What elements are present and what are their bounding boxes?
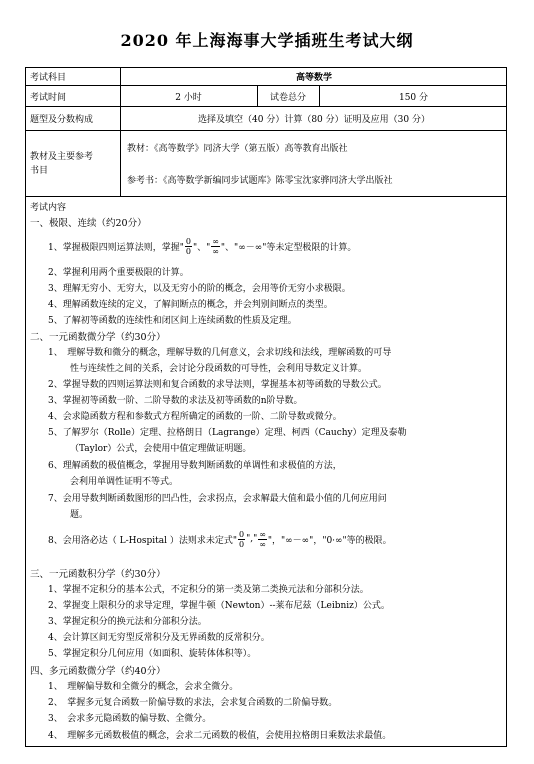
item-4-4: 4、 理解多元函数极值的概念，会求二元函数的极值，会使用拉格朗日乘数法求最值。 <box>48 731 392 741</box>
item-2-3: 3、掌握初等函数一阶、二阶导数的求法及初等函数的n阶导数。 <box>48 396 303 406</box>
section-limits: 一、极限、连续（约20分） <box>30 218 147 229</box>
item-3-3: 3、掌握定积分的换元法和分部积分法。 <box>48 617 207 627</box>
textbook: 教材：《高等数学》同济大学（第五版）高等教育出版社 <box>127 144 348 154</box>
fraction-zero-over-zero: $\frac{0}{0}$ <box>239 529 245 549</box>
syllabus-table <box>25 67 507 747</box>
score-value: 150 分 <box>398 92 429 103</box>
item-3-2: 2、掌握变上限积分的求导定理，掌握牛顿（Newton）--莱布尼兹（Leibniz）公式。 <box>48 601 390 611</box>
types-row <box>26 107 506 131</box>
item-3-5: 5、掌握定积分几何应用（如面积、旋转体体积等）。 <box>48 649 257 659</box>
item-2-7b: 题。 <box>70 510 89 520</box>
types-label: 题型及分数构成 <box>30 115 94 125</box>
item-2-5b: （Taylor）公式，会使用中值定理做证明题。 <box>70 444 252 454</box>
item-1-2: 2、掌握利用两个重要极限的计算。 <box>48 268 189 278</box>
item-4-3: 3、 会求多元隐函数的偏导数、全微分。 <box>48 714 212 724</box>
section-differential: 二、一元函数微分学（约30分） <box>30 332 166 343</box>
item-1-4: 4、理解函数连续的定义，了解间断点的概念，并会判别间断点的类型。 <box>48 300 333 310</box>
item-3-1: 1、掌握不定积分的基本公式，不定积分的第一类及第二类换元法和分部积分法。 <box>48 585 369 595</box>
document-title: 2020 年上海海事大学插班生考试大纲 <box>120 31 414 50</box>
time-row <box>26 86 506 107</box>
subject-label: 考试科目 <box>30 73 67 83</box>
time-label: 考试时间 <box>30 92 67 103</box>
item-2-1a: 1、 理解导数和微分的概念，理解导数的几何意义，会求切线和法线，理解函数的可导 <box>48 348 392 358</box>
item-2-4: 4、会求隐函数方程和参数式方程所确定的函数的一阶、二阶导数或微分。 <box>48 412 342 422</box>
item-2-6a: 6、理解函数的极值概念，掌握用导数判断函数的单调性和求极值的方法， <box>48 461 342 471</box>
types-value: 选择及填空（40 分）计算（80 分）证明及应用（30 分） <box>198 115 430 125</box>
time-value: 2 小时 <box>175 92 202 103</box>
item-2-8: 8、会用洛必达（ L-Hospital ）法则求未定式" $\frac{0}{0}$ "," $\frac{\infty}{\infty}$ "，"∞－∞"，"0·∞"等的极限。 <box>48 529 392 549</box>
item-2-6b: 会利用单调性证明不等式。 <box>70 477 179 487</box>
item-2-1b: 性与连续性之间的关系，会讨论分段函数的可导性，会利用导数定义计算。 <box>70 364 368 374</box>
section-integral: 三、一元函数积分学（约30分） <box>30 569 166 580</box>
content-heading: 考试内容 <box>30 203 67 213</box>
fraction-inf-over-inf: $\frac{\infty}{\infty}$ <box>259 529 266 549</box>
item-4-2: 2、 掌握多元复合函数一阶偏导数的求法，会求复合函数的二阶偏导数。 <box>48 698 338 708</box>
books-label-line-2: 书目 <box>30 165 49 176</box>
subject-value: 高等数学 <box>295 73 332 83</box>
item-2-5a: 5、了解罗尔（Rolle）定理、拉格朗日（Lagrange）定理、柯西（Cauchy）定理及泰勒 <box>48 428 407 438</box>
books-row <box>26 131 506 197</box>
books-label <box>30 131 118 196</box>
score-label: 试卷总分 <box>269 92 306 103</box>
item-1-5: 5、了解初等函数的连续性和闭区间上连续函数的性质及定理。 <box>48 316 297 326</box>
fraction-zero-over-zero: $\frac{0}{0}$ <box>185 236 191 256</box>
subject-row <box>26 68 506 86</box>
exam-content <box>26 197 506 748</box>
books-label-line-1: 教材及主要参考 <box>30 151 94 162</box>
section-multivariable: 四、多元函数微分学（约40分） <box>30 666 166 677</box>
item-1-1: 1、掌握极限四则运算法则，掌握" $\frac{0}{0}$ "、" $\frac{\infty}{\infty}$ "、"∞－∞"等未定型极限的计算。 <box>48 236 357 256</box>
item-4-1: 1、 理解偏导数和全微分的概念，会求全微分。 <box>48 682 239 692</box>
item-2-7a: 7、会用导数判断函数图形的凹凸性，会求拐点，会求解最大值和最小值的几何应用问 <box>48 494 387 504</box>
reference-book: 参考书：《高等数学新编同步试题库》陈零宝沈家骅同济大学出版社 <box>127 176 393 186</box>
fraction-inf-over-inf: $\frac{\infty}{\infty}$ <box>212 236 219 256</box>
item-1-3: 3、理解无穷小、无穷大，以及无穷小的阶的概念，会用等价无穷小求极限。 <box>48 284 351 294</box>
item-3-4: 4、会计算区间无穷型反常积分及无界函数的反常积分。 <box>48 633 270 643</box>
item-2-2: 2、掌握导数的四则运算法则和复合函数的求导法则，掌握基本初等函数的导数公式。 <box>48 380 387 390</box>
